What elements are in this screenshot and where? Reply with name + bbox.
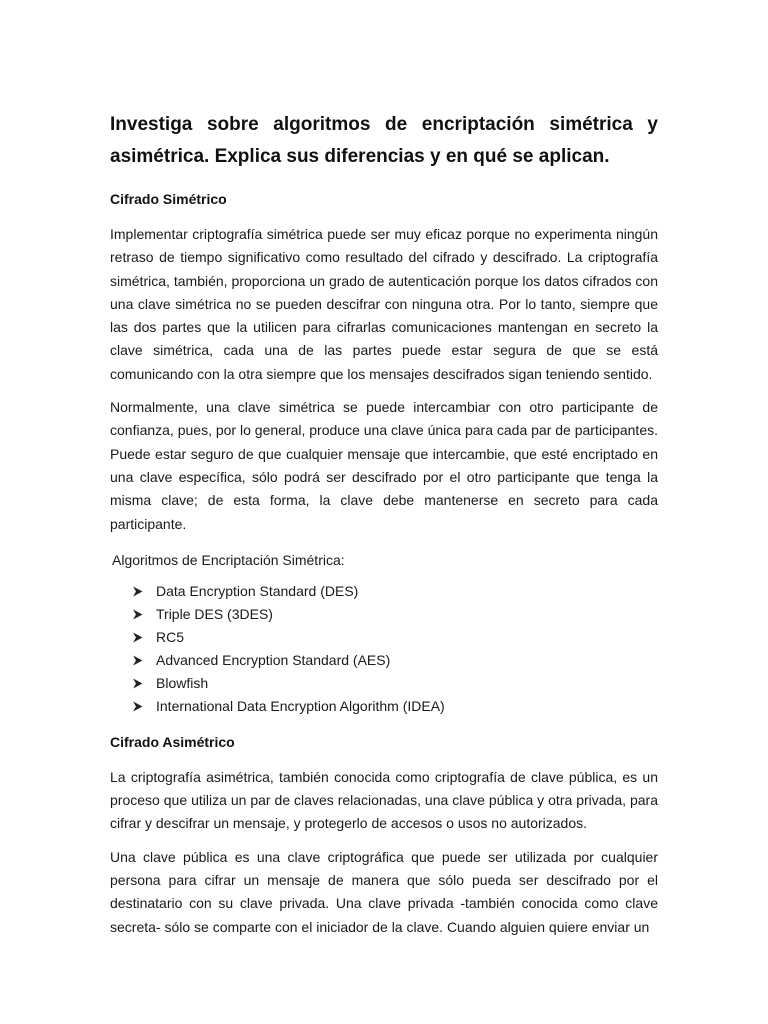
- arrowhead-bullet-icon: [132, 632, 143, 643]
- list-item: [132, 672, 658, 695]
- paragraph: La criptografía asimétrica, también conocida como criptografía de clave pública, es un proceso que utiliza un par de claves relacionadas, una clave pública y otra privada, para cifrar y descifrar un mensaje, y protegerlo de accesos o usos no autorizados.: [110, 768, 658, 832]
- arrowhead-bullet-icon: [132, 655, 143, 666]
- list-item: [132, 649, 658, 672]
- algorithm-name: Triple DES (3DES): [156, 605, 273, 622]
- section-heading-symmetric: Cifrado Simétrico: [110, 191, 227, 207]
- algorithm-name: International Data Encryption Algorithm (IDEA): [156, 697, 445, 714]
- algorithm-list: [110, 580, 658, 718]
- algorithm-name: Data Encryption Standard (DES): [156, 582, 359, 599]
- paragraph: Normalmente, una clave simétrica se puede intercambiar con otro participante de confianza, pues, por lo general, produce una clave única para cada par de participantes. Puede estar seguro de que cualquier mensaje que intercambie, que esté encriptado en una clave específica, sólo podrá ser descifrado por el otro participante que tenga la misma clave; de esta forma, la clave debe mantenerse en secreto para cada participante.: [110, 399, 658, 532]
- section-heading-asymmetric: Cifrado Asimétrico: [110, 733, 235, 750]
- list-item: [132, 695, 658, 718]
- list-item: [132, 603, 658, 626]
- document-title: Investiga sobre algoritmos de encriptación simétrica y asimétrica. Explica sus diferencias y en qué se aplican.: [110, 114, 658, 167]
- arrowhead-bullet-icon: [132, 586, 143, 597]
- algorithms-intro: Algoritmos de Encriptación Simétrica:: [112, 551, 345, 568]
- arrowhead-bullet-icon: [132, 701, 143, 712]
- algorithm-name: RC5: [156, 628, 185, 645]
- arrowhead-bullet-icon: [132, 678, 143, 689]
- algorithm-name: Advanced Encryption Standard (AES): [156, 651, 391, 668]
- arrowhead-bullet-icon: [132, 609, 143, 620]
- algorithm-name: Blowfish: [156, 674, 209, 691]
- list-item: [132, 626, 658, 649]
- paragraph: Implementar criptografía simétrica puede ser muy eficaz porque no experimenta ningún retraso de tiempo significativo como resultado del cifrado y descifrado. La criptografía simétrica, también, proporciona un grado de autenticación porque los datos cifrados con una clave simétrica no se pueden descifrar con ninguna otra. Por lo tanto, siempre que las dos partes que la utilicen para cifrarlas comunicaciones mantengan en secreto la clave simétrica, cada una de las partes puede estar segura de que se está comunicando con la otra siempre que los mensajes descifrados sigan teniendo sentido.: [110, 226, 658, 382]
- list-item: [132, 580, 658, 603]
- paragraph: Una clave pública es una clave criptográfica que puede ser utilizada por cualquier persona para cifrar un mensaje de manera que sólo pueda ser descifrado por el destinatario con su clave privada. Una clave privada -también conocida como clave secreta- sólo se comparte con el iniciador de la clave. Cuando alguien quiere enviar un: [110, 848, 658, 935]
